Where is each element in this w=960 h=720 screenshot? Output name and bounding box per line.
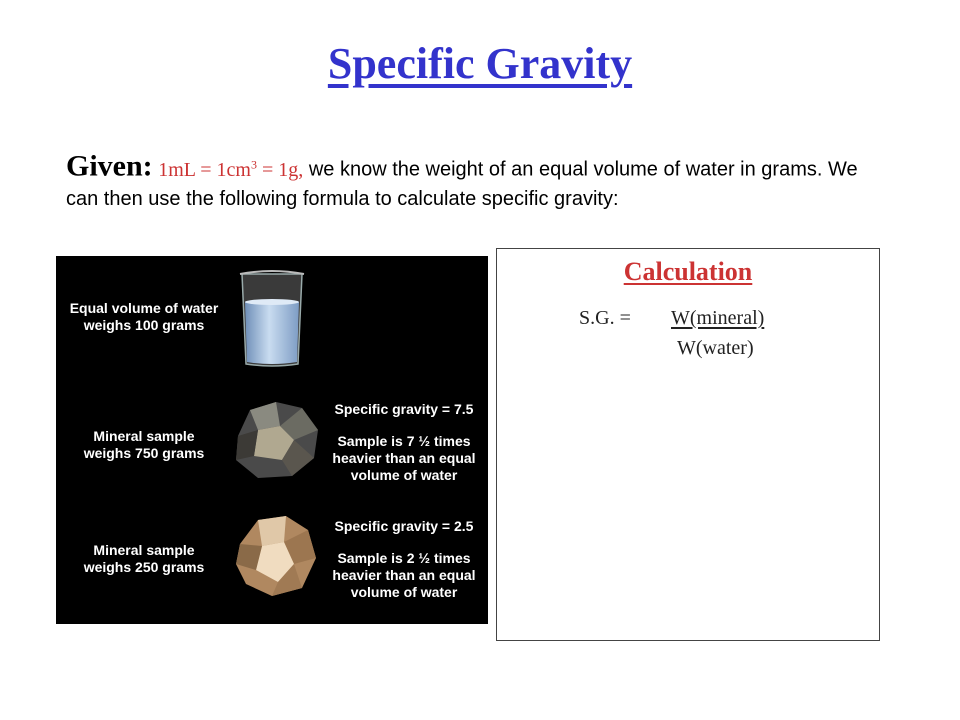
given-text: we know the weight of an equal volume of water in grams. We can then use the following formula to calculate specific gravity: — [66, 158, 858, 210]
given-label: Given: — [66, 149, 153, 183]
sample2-weight-label — [64, 542, 224, 576]
sample1-note-line1: Sample is 7 ½ times — [337, 433, 471, 449]
formula-lhs: S.G. = — [579, 307, 631, 329]
sample2-weight-line1: Mineral sample — [93, 542, 195, 558]
sample2-sg-label: Specific gravity = 2.5 — [334, 518, 474, 534]
sample2-weight-line2: weighs 250 grams — [83, 559, 205, 575]
sample2-note — [324, 550, 484, 601]
dark-mineral-sample-icon — [228, 396, 324, 482]
sample2-note-line3: volume of water — [350, 584, 458, 600]
sample1-note-line3: volume of water — [350, 467, 458, 483]
given-eq-part1: 1mL = 1cm — [158, 158, 251, 181]
sample1-weight-line1: Mineral sample — [93, 428, 195, 444]
water-label-line2: weighs 100 grams — [83, 317, 205, 333]
slide-title: Specific Gravity — [327, 39, 633, 88]
given-equation — [158, 159, 303, 181]
given-eq-superscript: 3 — [250, 157, 257, 171]
light-mineral-sample-icon — [228, 508, 324, 600]
formula-denominator: W(water) — [677, 337, 754, 359]
given-paragraph — [66, 150, 886, 214]
given-eq-part2: = 1g, — [256, 158, 304, 181]
sample1-note — [324, 433, 484, 484]
water-label-line1: Equal volume of water — [69, 300, 219, 316]
specific-gravity-photo — [56, 256, 488, 624]
sample2-note-line1: Sample is 2 ½ times — [337, 550, 471, 566]
calculation-title: Calculation — [623, 257, 753, 286]
sample1-weight-label — [64, 428, 224, 462]
sample1-weight-line2: weighs 750 grams — [83, 445, 205, 461]
calculation-box — [496, 248, 880, 641]
formula-numerator: W(mineral) — [671, 307, 765, 329]
water-beaker-icon — [236, 268, 308, 368]
sample1-sg-label: Specific gravity = 7.5 — [334, 401, 474, 417]
sample1-note-line2: heavier than an equal — [332, 450, 476, 466]
water-label — [64, 300, 224, 334]
sample2-note-line2: heavier than an equal — [332, 567, 476, 583]
